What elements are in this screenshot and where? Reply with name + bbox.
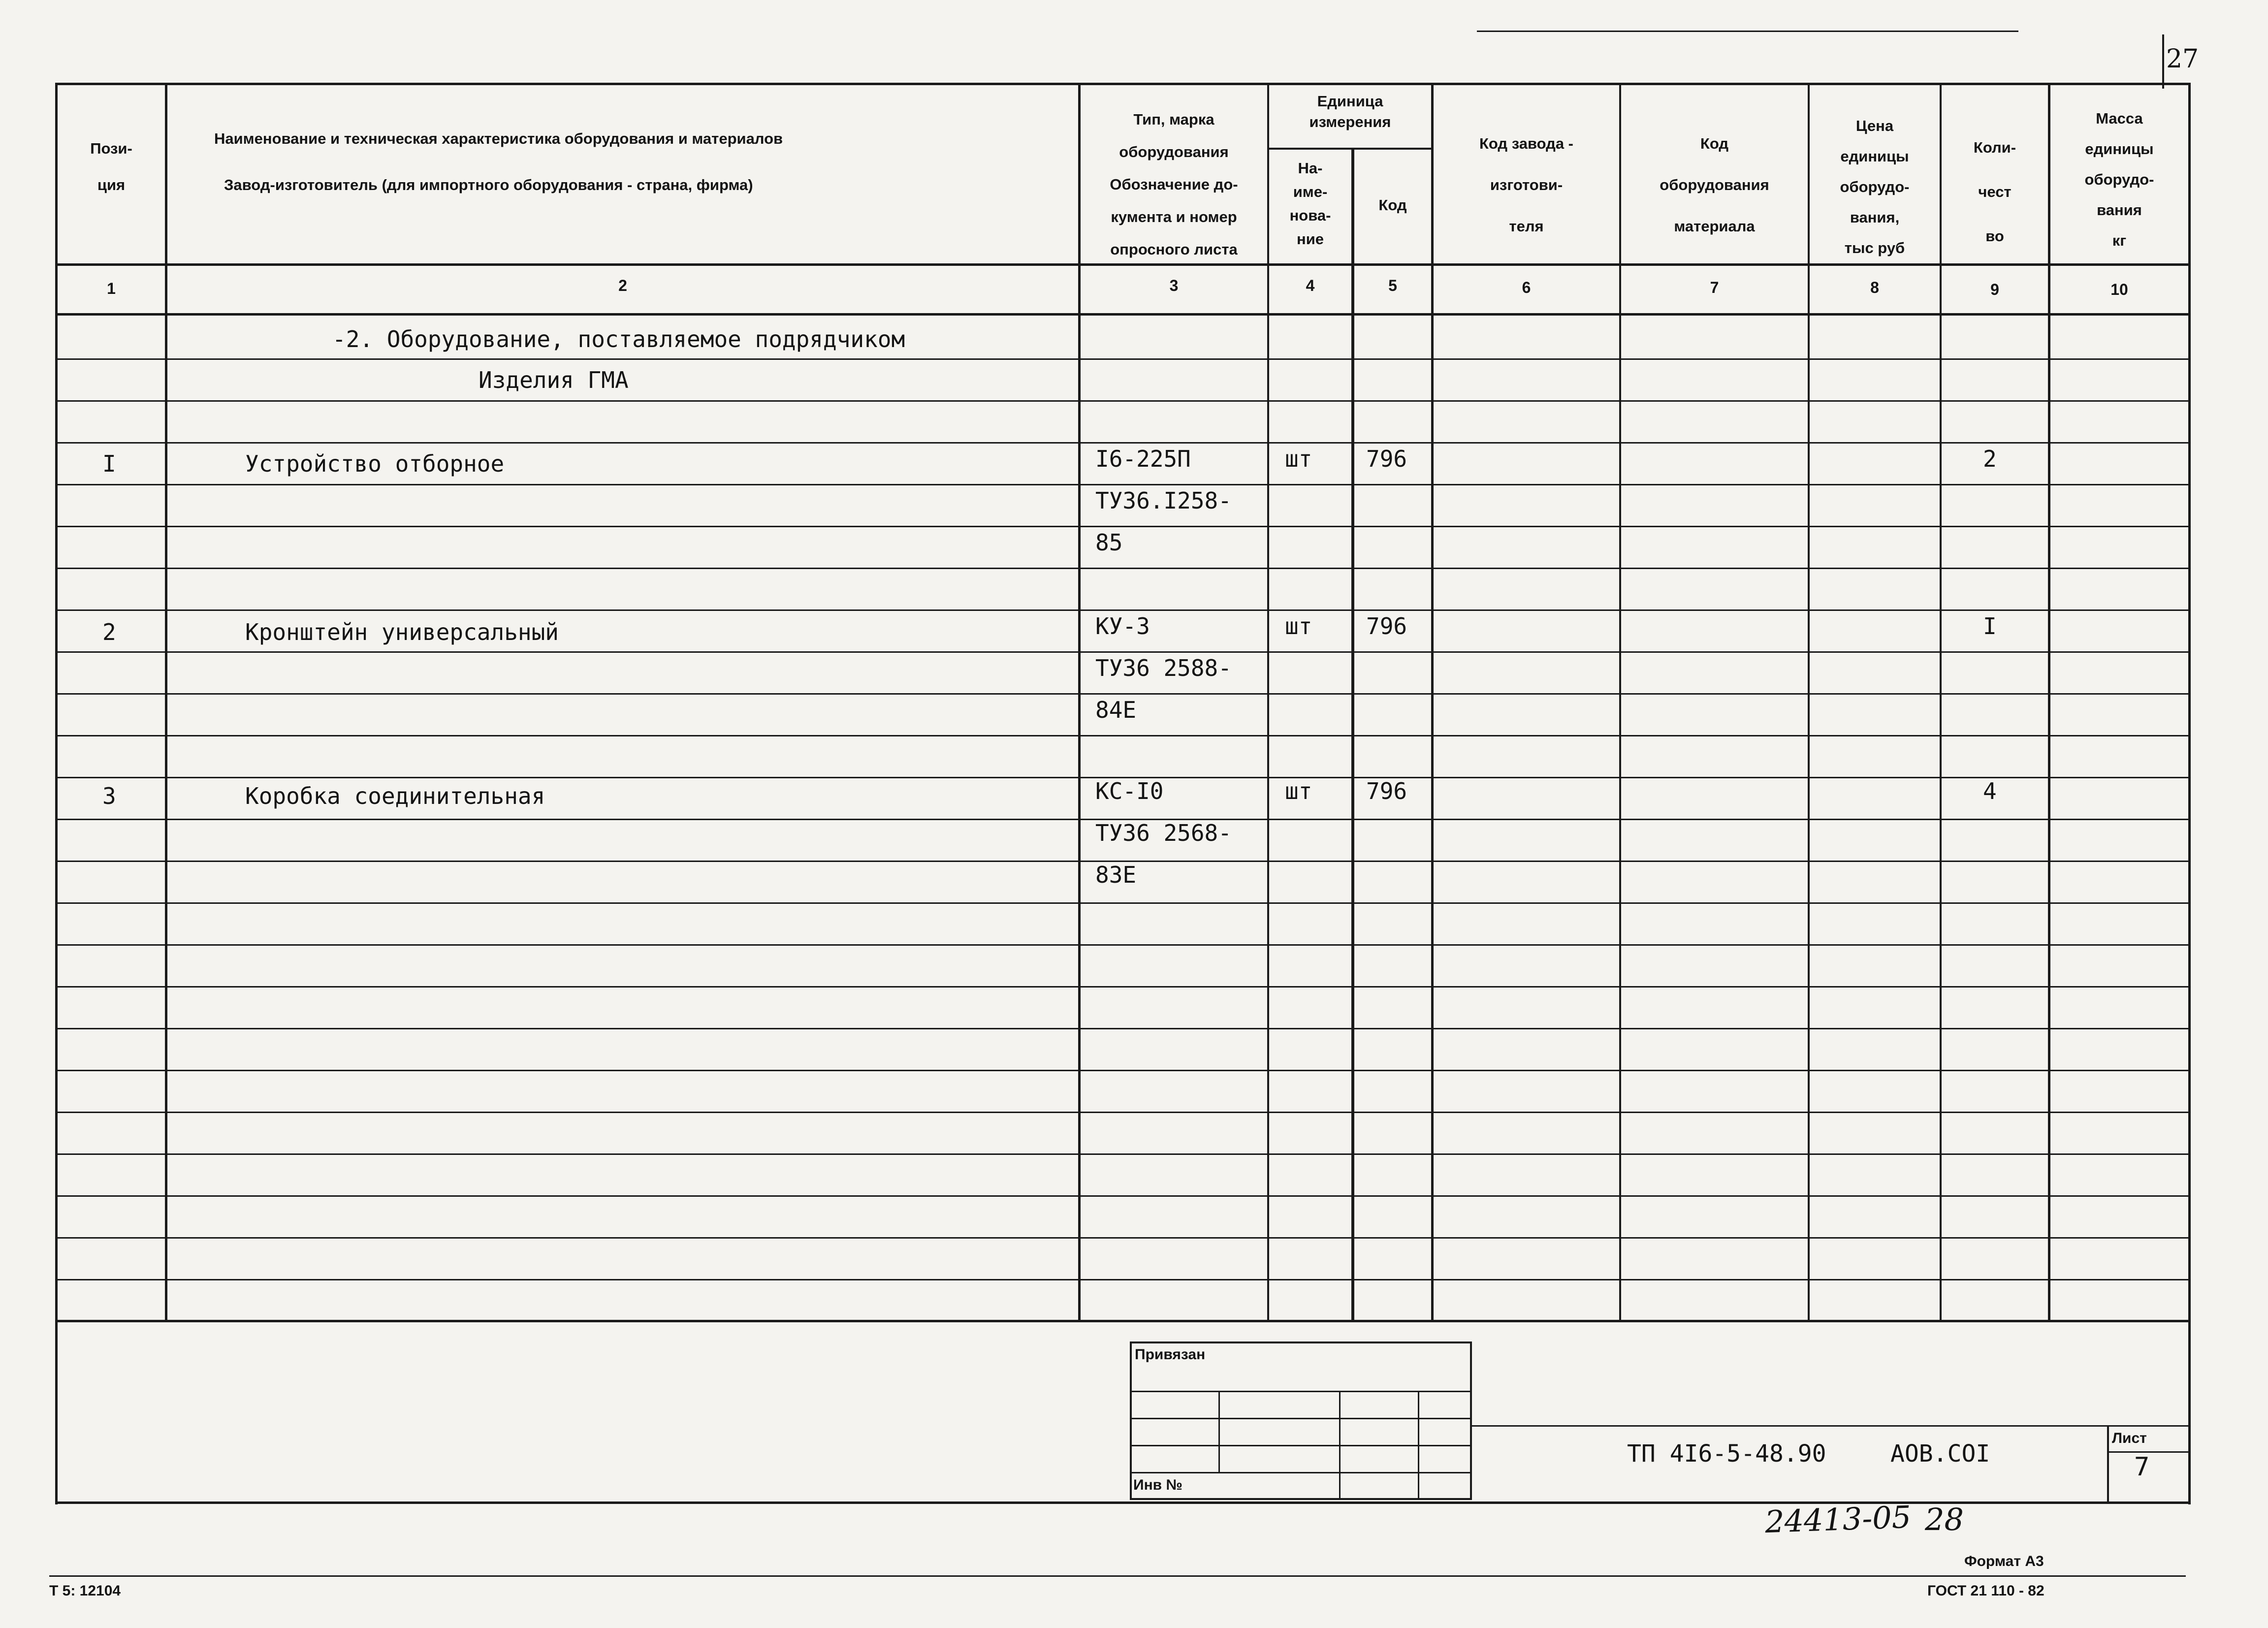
footer-rule [49,1575,2186,1577]
row-line [58,902,2189,904]
row-line [58,609,2189,611]
item-1-code: 796 [1366,446,1407,472]
handwritten-page: 28 [1925,1501,1964,1537]
colnum-5: 5 [1388,277,1397,294]
row-line [58,400,2189,402]
item-1-position: I [102,450,116,477]
col-line-2 [1078,83,1081,1321]
list-value: 7 [2134,1452,2150,1482]
row-line [58,1153,2189,1155]
header-name: Наименование и техническая характеристика оборудования и материалов Завод-изготовитель (для импортного оборудования - страна, фирма) [214,130,783,193]
format-label: Формат А3 [1964,1553,2044,1569]
row-line [58,1195,2189,1197]
unit-subheader-line [1267,148,1432,150]
col-line-7 [1808,83,1810,1321]
privyazan-vline-1 [1218,1391,1220,1472]
item-3-type-line-3: 83Е [1095,862,1137,888]
inv-no-label: Инв № [1133,1477,1182,1493]
item-2-position: 2 [102,619,116,645]
header-mass: Масса единицы оборудо- вания кг [2084,110,2154,249]
privyazan-label: Привязан [1135,1346,1206,1363]
privyazan-vline-2 [1339,1391,1341,1500]
item-3-type-line-1: КС-I0 [1095,778,1164,804]
header-unit-code: Код [1378,196,1407,214]
colnum-4: 4 [1306,277,1315,294]
page-number: 27 [2166,44,2199,74]
privyazan-vline-3 [1418,1391,1419,1500]
col-line-6 [1619,83,1621,1321]
list-label: Лист [2112,1430,2147,1446]
row-line [58,693,2189,695]
colnum-6: 6 [1522,279,1531,296]
colnum-8: 8 [1870,279,1879,296]
item-3-code: 796 [1366,778,1407,804]
top-rule [1477,31,2018,32]
col-line-1 [165,83,167,1321]
row-line [58,651,2189,653]
doc-suffix: АОВ.СОI [1890,1440,1990,1468]
doc-code: ТП 4I6-5-48.90 [1627,1440,1826,1468]
row-line [58,1237,2189,1239]
item-3-unit: шт [1285,778,1312,804]
item-2-name: Кронштейн универсальный [245,619,559,645]
privyazan-line-4 [1130,1472,1472,1473]
page-number-divider [2162,34,2164,89]
handwritten-number: 24413-05 [1764,1499,1912,1540]
col-line-10 [2188,83,2191,1504]
item-1-type-line-3: 85 [1095,529,1123,556]
item-1-name: Устройство отборное [245,450,505,477]
item-3-type-line-2: ТУ36 2568- [1095,820,1232,846]
colnum-3: 3 [1169,277,1179,294]
header-type: Тип, марка оборудования Обозначение до- кумента и номер опросного листа [1110,111,1238,258]
item-2-quantity: I [1983,613,1997,639]
row-line [58,526,2189,527]
row-line [58,1028,2189,1029]
privyazan-line-2 [1130,1418,1472,1419]
header-unit-name: На- име- нова- ние [1289,160,1331,248]
privyazan-line-1 [1130,1391,1472,1392]
item-1-unit: шт [1285,446,1312,472]
row-line [58,1112,2189,1113]
row-line [58,484,2189,485]
colnum-9: 9 [1990,281,1999,298]
item-3-position: 3 [102,783,116,809]
row-line [58,1070,2189,1071]
item-3-quantity: 4 [1983,778,1997,804]
gost-label: ГОСТ 21 110 - 82 [1927,1583,2044,1599]
print-mark: Т 5: 12104 [49,1583,121,1599]
col-line-3 [1267,83,1269,1321]
col-line-4 [1351,148,1354,1321]
row-line [58,944,2189,946]
header-position: Пози- ция [90,140,132,193]
section-title: -2. Оборудование, поставляемое подрядчиком [332,326,905,352]
item-1-type-line-2: ТУ36.I258- [1095,487,1232,514]
header-unit-group: Единица измерения [1309,93,1391,130]
numbers-bottom-border [55,313,2191,316]
item-2-type-line-3: 84Е [1095,697,1137,723]
colnum-10: 10 [2110,281,2128,298]
row-line [58,986,2189,988]
privyazan-box [1130,1341,1472,1500]
header-plant-code: Код завода - изготови- теля [1479,135,1573,235]
header-price: Цена единицы оборудо- вания, тыс руб [1840,117,1910,256]
colnum-7: 7 [1710,279,1719,296]
col-line-9 [2048,83,2050,1321]
header-quantity: Коли- чест во [1973,139,2016,245]
col-line-5 [1431,83,1434,1321]
row-line [58,358,2189,360]
row-line [58,568,2189,569]
colnum-1: 1 [107,280,116,297]
item-1-type-line-1: I6-225П [1095,446,1191,472]
table-top-border [55,83,2191,85]
col-line-8 [1940,83,1942,1321]
section-subtitle: Изделия ГМА [479,367,629,393]
row-line [58,442,2189,444]
item-2-type-line-1: КУ-3 [1095,613,1150,639]
list-box-divider [2107,1425,2109,1503]
colnum-2: 2 [618,277,627,294]
table-bottom-border [55,1320,2191,1322]
item-2-type-line-2: ТУ36 2588- [1095,655,1232,681]
header-equipment-code: Код оборудования материала [1660,135,1769,235]
item-3-name: Коробка соединительная [245,783,545,809]
row-line [58,735,2189,736]
privyazan-line-3 [1130,1445,1472,1446]
doc-code-top-line [1472,1425,2191,1427]
row-line [58,1279,2189,1280]
item-1-quantity: 2 [1983,446,1997,472]
item-2-unit: шт [1285,613,1312,639]
item-2-code: 796 [1366,613,1407,639]
